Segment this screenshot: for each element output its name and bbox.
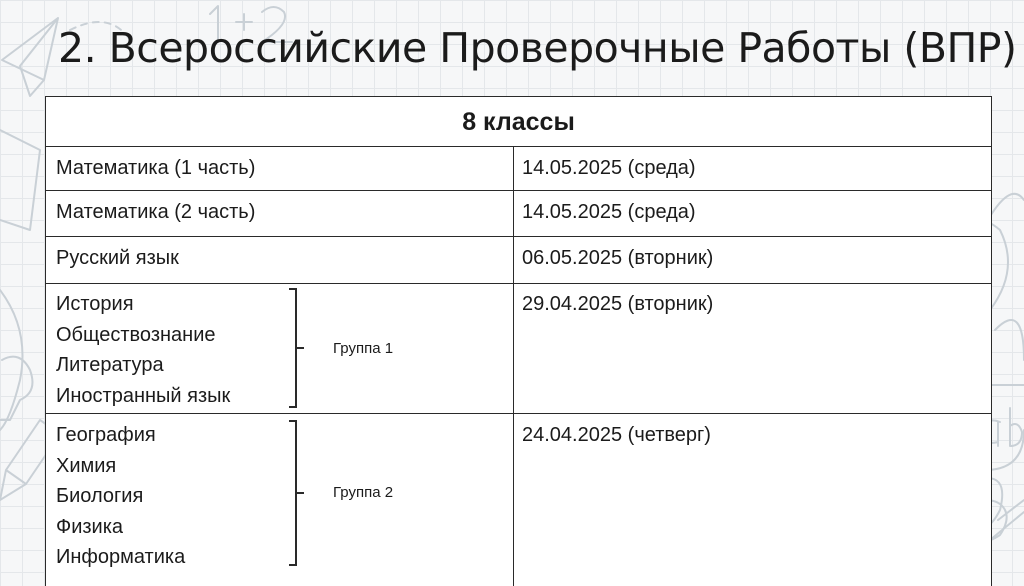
subject-name: Информатика: [56, 546, 186, 568]
table-column-divider: [513, 146, 514, 586]
subject-name: Иностранный язык: [56, 384, 231, 407]
slide-title: 2. Всероссийские Проверочные Работы (ВПР): [58, 24, 1017, 72]
table-cell-date: 29.04.2025 (вторник): [522, 293, 714, 315]
group-1-bracket: [287, 287, 307, 411]
group-1-label: Группа 1: [333, 340, 394, 357]
subject-name: Биология: [56, 485, 144, 507]
table-cell-date: 24.04.2025 (четверг): [522, 424, 711, 446]
table-row-divider: [45, 413, 992, 414]
table-cell-subject: Математика (2 часть): [56, 201, 256, 223]
group-2-bracket: [287, 419, 307, 569]
table-row-divider: [45, 146, 992, 147]
table-border-left: [45, 96, 46, 586]
table-border-right: [991, 96, 992, 586]
subject-name: Обществознание: [56, 323, 216, 346]
subject-name: Химия: [56, 454, 117, 477]
table-row-divider: [45, 236, 992, 237]
table-header: 8 классы: [462, 108, 575, 136]
schedule-table: [45, 96, 992, 586]
group-2-subject-list: [56, 420, 185, 573]
table-cell-subject: Русский язык: [56, 247, 179, 269]
table-cell-date: 14.05.2025 (среда): [522, 201, 696, 223]
table-cell-date: 14.05.2025 (среда): [522, 157, 696, 179]
table-cell-date: 06.05.2025 (вторник): [522, 247, 714, 269]
subject-name: Физика: [56, 515, 124, 538]
table-row-divider: [45, 190, 992, 191]
subject-name: Литература: [56, 354, 164, 376]
subject-name: История: [56, 293, 134, 315]
table-cell-subject: Математика (1 часть): [56, 157, 256, 179]
group-1-subject-list: [56, 289, 230, 411]
group-2-label: Группа 2: [333, 484, 394, 501]
subject-name: География: [56, 424, 156, 446]
table-row-divider: [45, 283, 992, 284]
